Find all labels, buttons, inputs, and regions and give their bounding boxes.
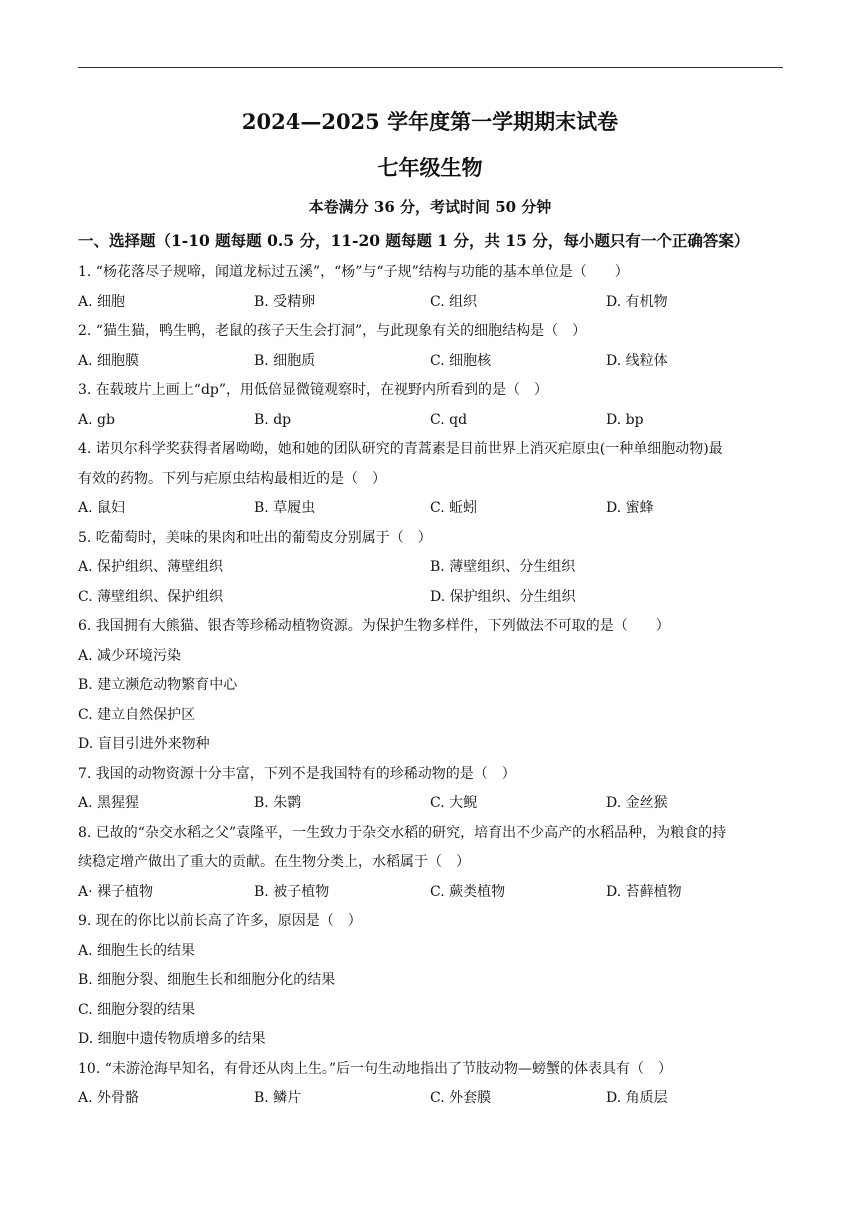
option: C. 蚯蚓 xyxy=(430,500,478,516)
option-row xyxy=(78,878,790,908)
question-list xyxy=(78,258,790,1114)
exam-title: 2024—2025 学年度第一学期期末试卷 xyxy=(241,109,619,134)
option-row xyxy=(78,288,790,318)
option: B. 鳞片 xyxy=(254,1090,302,1106)
option: C. 外套膜 xyxy=(430,1090,492,1106)
option: B. 受精卵 xyxy=(254,293,316,310)
option-row xyxy=(78,553,790,583)
question-stem: 9. 现在的你比以前长高了许多，原因是（ ） xyxy=(78,913,362,929)
option: D. bp xyxy=(606,411,644,428)
option: D. 苔藓植物 xyxy=(606,883,682,900)
option: A. 减少环境污染 xyxy=(78,647,182,664)
question-stem: 4. 诺贝尔科学奖获得者屠呦呦，她和她的团队研究的青蒿素是目前世界上消灭疟原虫(一种单细胞动物)最 xyxy=(78,441,723,457)
option: D. 细胞中遗传物质增多的结果 xyxy=(78,1031,266,1047)
question-stem: 3. 在载玻片上画上“dp”，用低倍显微镜观察时，在视野内所看到的是（ ） xyxy=(78,382,549,398)
option: D. 角质层 xyxy=(606,1090,668,1106)
option-row xyxy=(78,347,790,377)
option: A. 黑猩猩 xyxy=(78,795,140,811)
exam-subtitle: 七年级生物 xyxy=(377,155,483,180)
question-stem-continued: 有效的药物。下列与疟原虫结构最相近的是（ ） xyxy=(78,470,386,487)
question-stem: 10. “未游沧海早知名，有骨还从肉上生。”后一句生动地指出了节肢动物—螃蟹的体表具有（ ） xyxy=(78,1060,673,1077)
option: A· 裸子植物 xyxy=(78,883,154,900)
option: B. 被子植物 xyxy=(254,883,330,900)
option: D. 蜜蜂 xyxy=(606,500,654,516)
option: A. 细胞 xyxy=(78,293,126,310)
option-row xyxy=(78,1084,790,1114)
option: C. 建立自然保护区 xyxy=(78,706,196,723)
option: C. 大鲵 xyxy=(430,795,478,811)
option: D. 有机物 xyxy=(606,293,668,310)
exam-info: 本卷满分 36 分，考试时间 50 分钟 xyxy=(308,198,552,216)
option: C. 薄壁组织、保护组织 xyxy=(78,588,224,605)
option: C. qd xyxy=(430,411,468,428)
question-stem: 5. 吃葡萄时，美味的果肉和吐出的葡萄皮分别属于（ ） xyxy=(78,529,432,546)
option: B. 细胞质 xyxy=(254,352,316,369)
option: B. 建立濒危动物繁育中心 xyxy=(78,677,238,693)
header-rule xyxy=(78,67,783,68)
option-row xyxy=(78,583,790,613)
option: C. 组织 xyxy=(430,293,478,310)
option: A. gb xyxy=(78,411,115,428)
question-stem: 6. 我国拥有大熊猫、银杏等珍稀动植物资源。为保护生物多样件，下列做法不可取的是（ ） xyxy=(78,618,670,634)
option: A. 细胞膜 xyxy=(78,352,140,369)
option: B. 草履虫 xyxy=(254,500,316,516)
section-heading: 一、选择题（1-10 题每题 0.5 分，11-20 题每题 1 分，共 15 分，每小题只有一个正确答案） xyxy=(78,231,750,250)
option: D. 保护组织、分生组织 xyxy=(430,588,576,605)
question-stem: 7. 我国的动物资源十分丰富，下列不是我国特有的珍稀动物的是（ ） xyxy=(78,765,516,782)
option: A. 鼠妇 xyxy=(78,500,126,516)
question-stem: 1. “杨花落尽子规啼，闻道龙标过五溪”，“杨”与“子规”结构与功能的基本单位是（ ） xyxy=(78,264,629,280)
option: B. dp xyxy=(254,411,292,428)
option: C. 细胞分裂的结果 xyxy=(78,1001,196,1018)
question-stem: 8. 已故的“杂交水稻之父”袁隆平，一生致力于杂交水稻的研究，培育出不少高产的水稻品种，为粮食的持 xyxy=(78,824,727,841)
option-row xyxy=(78,406,790,436)
option: B. 朱鹮 xyxy=(254,795,302,811)
option: A. 保护组织、薄壁组织 xyxy=(78,559,224,575)
option: B. 薄壁组织、分生组织 xyxy=(430,559,576,575)
option: C. 细胞核 xyxy=(430,352,492,369)
option: D. 金丝猴 xyxy=(606,795,668,811)
option: A. 外骨骼 xyxy=(78,1090,140,1106)
option: A. 细胞生长的结果 xyxy=(78,942,196,959)
option: D. 盲目引进外来物种 xyxy=(78,736,210,752)
option: D. 线粒体 xyxy=(606,352,668,369)
question-stem: 2. “猫生猫，鸭生鸭，老鼠的孩子天生会打洞”，与此现象有关的细胞结构是（ ） xyxy=(78,323,587,339)
option-row xyxy=(78,789,790,819)
option: B. 细胞分裂、细胞生长和细胞分化的结果 xyxy=(78,972,336,988)
question-stem-continued: 续稳定增产做出了重大的贡献。在生物分类上，水稻属于（ ） xyxy=(78,854,470,870)
option: C. 蕨类植物 xyxy=(430,883,506,900)
option-row xyxy=(78,494,790,524)
